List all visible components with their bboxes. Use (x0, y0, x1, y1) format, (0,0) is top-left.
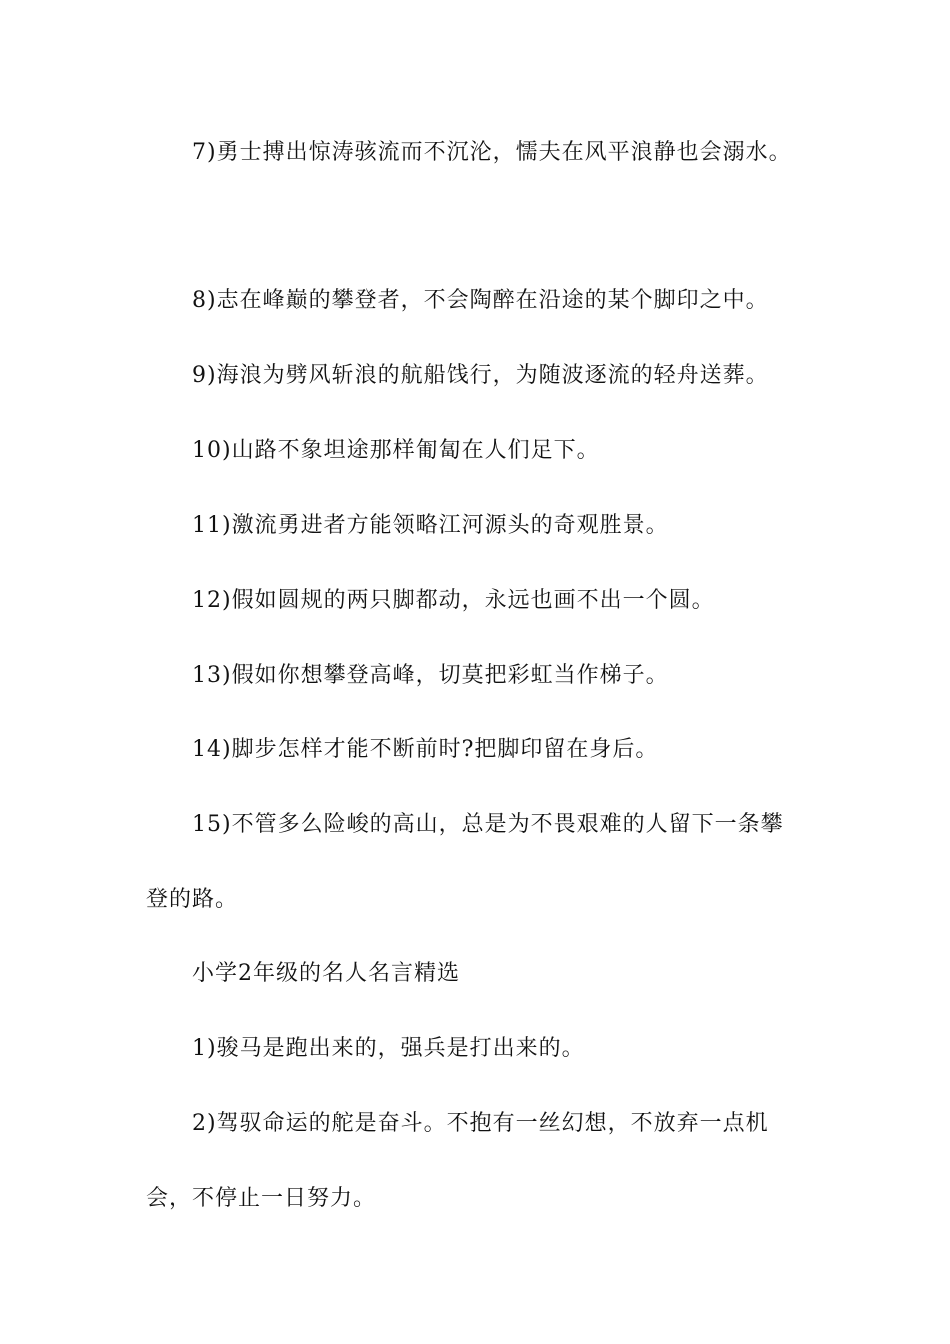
quote-line-9: 9)海浪为劈风斩浪的航船饯行，为随波逐流的轻舟送葬。 (192, 363, 769, 388)
quote-line-12: 12)假如圆规的两只脚都动，永远也画不出一个圆。 (192, 588, 715, 613)
quote-line-13: 13)假如你想攀登高峰，切莫把彩虹当作梯子。 (192, 663, 669, 688)
quote-line-1: 1)骏马是跑出来的，强兵是打出来的。 (192, 1036, 585, 1061)
quote-line-8: 8)志在峰巅的攀登者，不会陶醉在沿途的某个脚印之中。 (192, 288, 769, 313)
quote-line-2-continued: 会，不停止一日努力。 (146, 1186, 377, 1211)
section-heading: 小学2年级的名人名言精选 (192, 961, 460, 986)
quote-line-7: 7)勇士搏出惊涛骇流而不沉沦，懦夫在风平浪静也会溺水。 (192, 140, 792, 165)
quote-line-15: 15)不管多么险峻的高山，总是为不畏艰难的人留下一条攀 (192, 812, 784, 837)
quote-line-14: 14)脚步怎样才能不断前时?把脚印留在身后。 (192, 737, 659, 762)
quote-line-11: 11)激流勇进者方能领略江河源头的奇观胜景。 (192, 513, 669, 538)
quote-line-15-continued: 登的路。 (146, 887, 239, 912)
quote-line-2: 2)驾驭命运的舵是奋斗。不抱有一丝幻想，不放弃一点机 (192, 1111, 769, 1136)
quote-line-10: 10)山路不象坦途那样匍匐在人们足下。 (192, 438, 600, 463)
